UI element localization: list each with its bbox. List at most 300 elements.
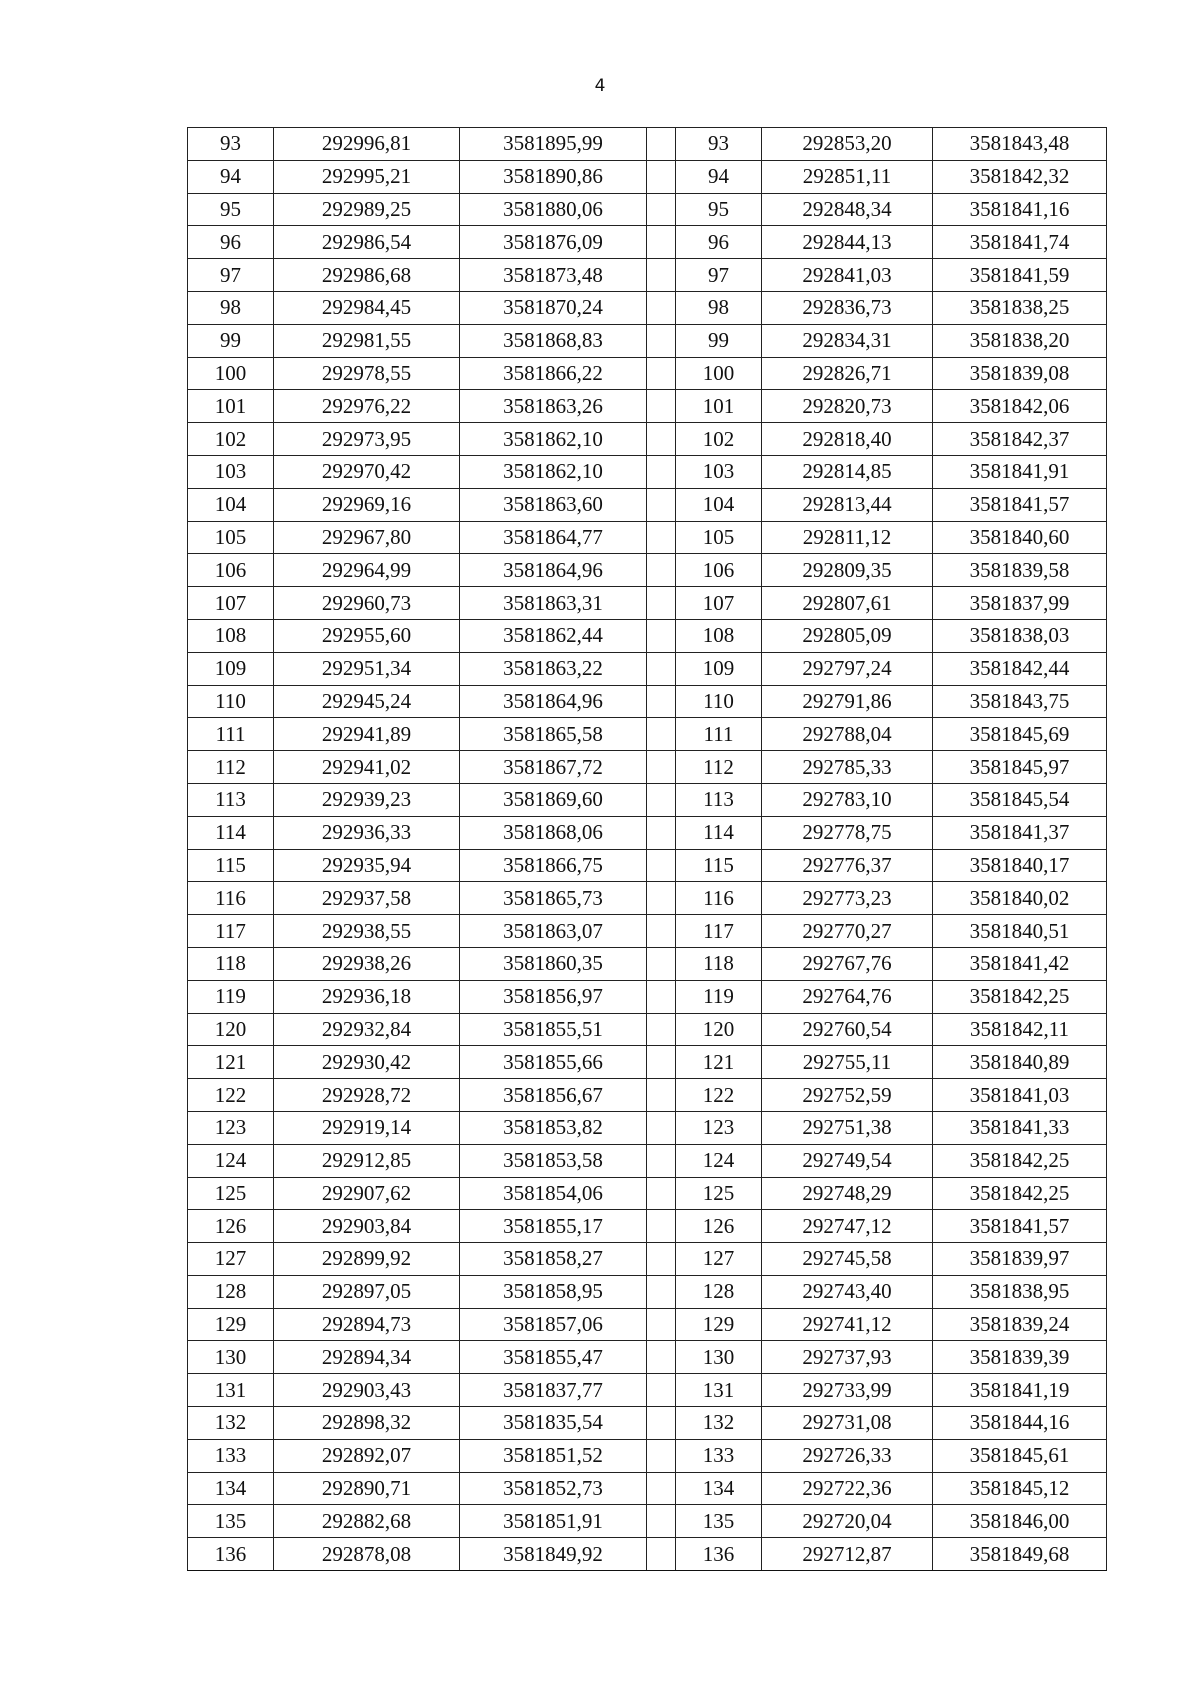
column-separator — [647, 1275, 676, 1308]
column-separator — [647, 652, 676, 685]
left-y-coordinate: 3581867,72 — [460, 751, 647, 784]
left-point-number: 102 — [188, 423, 274, 456]
left-point-number: 130 — [188, 1341, 274, 1374]
right-y-coordinate: 3581842,25 — [933, 1177, 1107, 1210]
right-x-coordinate: 292783,10 — [762, 783, 933, 816]
column-separator — [647, 783, 676, 816]
left-x-coordinate: 292967,80 — [274, 521, 460, 554]
column-separator — [647, 226, 676, 259]
left-point-number: 108 — [188, 619, 274, 652]
right-point-number: 132 — [676, 1407, 762, 1440]
table-row — [188, 1538, 1107, 1571]
left-point-number: 106 — [188, 554, 274, 587]
left-y-coordinate: 3581895,99 — [460, 128, 647, 161]
left-x-coordinate: 292995,21 — [274, 160, 460, 193]
left-point-number: 115 — [188, 849, 274, 882]
right-x-coordinate: 292755,11 — [762, 1046, 933, 1079]
right-x-coordinate: 292722,36 — [762, 1472, 933, 1505]
left-y-coordinate: 3581855,66 — [460, 1046, 647, 1079]
table-row — [188, 1144, 1107, 1177]
right-x-coordinate: 292814,85 — [762, 455, 933, 488]
right-y-coordinate: 3581842,11 — [933, 1013, 1107, 1046]
left-y-coordinate: 3581855,51 — [460, 1013, 647, 1046]
right-y-coordinate: 3581845,61 — [933, 1439, 1107, 1472]
right-point-number: 121 — [676, 1046, 762, 1079]
right-y-coordinate: 3581844,16 — [933, 1407, 1107, 1440]
right-y-coordinate: 3581841,57 — [933, 1210, 1107, 1243]
table-row — [188, 816, 1107, 849]
right-y-coordinate: 3581838,20 — [933, 324, 1107, 357]
right-x-coordinate: 292748,29 — [762, 1177, 933, 1210]
left-point-number: 126 — [188, 1210, 274, 1243]
column-separator — [647, 1013, 676, 1046]
left-y-coordinate: 3581865,73 — [460, 882, 647, 915]
left-point-number: 103 — [188, 455, 274, 488]
right-point-number: 122 — [676, 1079, 762, 1112]
right-y-coordinate: 3581845,69 — [933, 718, 1107, 751]
left-x-coordinate: 292970,42 — [274, 455, 460, 488]
right-x-coordinate: 292791,86 — [762, 685, 933, 718]
table-row — [188, 226, 1107, 259]
table-row — [188, 160, 1107, 193]
column-separator — [647, 1407, 676, 1440]
right-point-number: 112 — [676, 751, 762, 784]
left-x-coordinate: 292903,84 — [274, 1210, 460, 1243]
right-point-number: 128 — [676, 1275, 762, 1308]
column-separator — [647, 259, 676, 292]
right-x-coordinate: 292805,09 — [762, 619, 933, 652]
left-point-number: 105 — [188, 521, 274, 554]
right-x-coordinate: 292788,04 — [762, 718, 933, 751]
left-point-number: 136 — [188, 1538, 274, 1571]
left-point-number: 95 — [188, 193, 274, 226]
column-separator — [647, 357, 676, 390]
left-x-coordinate: 292969,16 — [274, 488, 460, 521]
column-separator — [647, 1505, 676, 1538]
left-y-coordinate: 3581868,83 — [460, 324, 647, 357]
left-x-coordinate: 292899,92 — [274, 1243, 460, 1276]
right-point-number: 125 — [676, 1177, 762, 1210]
table-row — [188, 1013, 1107, 1046]
left-x-coordinate: 292996,81 — [274, 128, 460, 161]
left-point-number: 132 — [188, 1407, 274, 1440]
right-point-number: 109 — [676, 652, 762, 685]
table-row — [188, 1439, 1107, 1472]
right-x-coordinate: 292851,11 — [762, 160, 933, 193]
left-point-number: 101 — [188, 390, 274, 423]
right-y-coordinate: 3581849,68 — [933, 1538, 1107, 1571]
right-y-coordinate: 3581839,39 — [933, 1341, 1107, 1374]
left-y-coordinate: 3581866,22 — [460, 357, 647, 390]
left-y-coordinate: 3581863,60 — [460, 488, 647, 521]
right-point-number: 115 — [676, 849, 762, 882]
column-separator — [647, 160, 676, 193]
table-row — [188, 1341, 1107, 1374]
table-row — [188, 1374, 1107, 1407]
left-point-number: 129 — [188, 1308, 274, 1341]
left-x-coordinate: 292941,89 — [274, 718, 460, 751]
left-x-coordinate: 292882,68 — [274, 1505, 460, 1538]
column-separator — [647, 619, 676, 652]
table-row — [188, 521, 1107, 554]
left-point-number: 123 — [188, 1111, 274, 1144]
right-y-coordinate: 3581839,08 — [933, 357, 1107, 390]
column-separator — [647, 816, 676, 849]
column-separator — [647, 1210, 676, 1243]
left-x-coordinate: 292945,24 — [274, 685, 460, 718]
right-y-coordinate: 3581845,54 — [933, 783, 1107, 816]
right-point-number: 135 — [676, 1505, 762, 1538]
left-x-coordinate: 292907,62 — [274, 1177, 460, 1210]
right-x-coordinate: 292749,54 — [762, 1144, 933, 1177]
right-x-coordinate: 292797,24 — [762, 652, 933, 685]
left-x-coordinate: 292938,55 — [274, 915, 460, 948]
left-y-coordinate: 3581873,48 — [460, 259, 647, 292]
left-x-coordinate: 292973,95 — [274, 423, 460, 456]
right-point-number: 136 — [676, 1538, 762, 1571]
right-point-number: 124 — [676, 1144, 762, 1177]
right-x-coordinate: 292731,08 — [762, 1407, 933, 1440]
column-separator — [647, 324, 676, 357]
table-row — [188, 1505, 1107, 1538]
left-x-coordinate: 292935,94 — [274, 849, 460, 882]
table-row — [188, 128, 1107, 161]
right-y-coordinate: 3581842,37 — [933, 423, 1107, 456]
left-y-coordinate: 3581864,96 — [460, 685, 647, 718]
left-y-coordinate: 3581853,82 — [460, 1111, 647, 1144]
left-y-coordinate: 3581863,07 — [460, 915, 647, 948]
column-separator — [647, 718, 676, 751]
column-separator — [647, 390, 676, 423]
left-point-number: 111 — [188, 718, 274, 751]
table-row — [188, 1177, 1107, 1210]
column-separator — [647, 587, 676, 620]
left-point-number: 107 — [188, 587, 274, 620]
left-x-coordinate: 292989,25 — [274, 193, 460, 226]
left-y-coordinate: 3581880,06 — [460, 193, 647, 226]
right-point-number: 106 — [676, 554, 762, 587]
left-y-coordinate: 3581860,35 — [460, 947, 647, 980]
right-point-number: 133 — [676, 1439, 762, 1472]
right-y-coordinate: 3581840,51 — [933, 915, 1107, 948]
left-x-coordinate: 292938,26 — [274, 947, 460, 980]
right-point-number: 120 — [676, 1013, 762, 1046]
table-row — [188, 1243, 1107, 1276]
table-row — [188, 423, 1107, 456]
left-x-coordinate: 292981,55 — [274, 324, 460, 357]
right-x-coordinate: 292764,76 — [762, 980, 933, 1013]
table-row — [188, 291, 1107, 324]
right-y-coordinate: 3581839,24 — [933, 1308, 1107, 1341]
right-y-coordinate: 3581845,12 — [933, 1472, 1107, 1505]
right-y-coordinate: 3581841,42 — [933, 947, 1107, 980]
left-x-coordinate: 292986,54 — [274, 226, 460, 259]
right-point-number: 99 — [676, 324, 762, 357]
right-point-number: 110 — [676, 685, 762, 718]
left-x-coordinate: 292951,34 — [274, 652, 460, 685]
right-point-number: 131 — [676, 1374, 762, 1407]
left-x-coordinate: 292932,84 — [274, 1013, 460, 1046]
left-y-coordinate: 3581865,58 — [460, 718, 647, 751]
right-x-coordinate: 292848,34 — [762, 193, 933, 226]
column-separator — [647, 849, 676, 882]
right-x-coordinate: 292853,20 — [762, 128, 933, 161]
left-y-coordinate: 3581835,54 — [460, 1407, 647, 1440]
right-y-coordinate: 3581841,59 — [933, 259, 1107, 292]
left-x-coordinate: 292986,68 — [274, 259, 460, 292]
left-point-number: 113 — [188, 783, 274, 816]
left-x-coordinate: 292978,55 — [274, 357, 460, 390]
right-y-coordinate: 3581843,75 — [933, 685, 1107, 718]
left-y-coordinate: 3581851,52 — [460, 1439, 647, 1472]
column-separator — [647, 1111, 676, 1144]
left-y-coordinate: 3581863,31 — [460, 587, 647, 620]
right-x-coordinate: 292785,33 — [762, 751, 933, 784]
right-y-coordinate: 3581841,03 — [933, 1079, 1107, 1112]
left-y-coordinate: 3581856,67 — [460, 1079, 647, 1112]
column-separator — [647, 1243, 676, 1276]
column-separator — [647, 882, 676, 915]
column-separator — [647, 1439, 676, 1472]
left-y-coordinate: 3581864,77 — [460, 521, 647, 554]
left-point-number: 116 — [188, 882, 274, 915]
column-separator — [647, 423, 676, 456]
left-point-number: 119 — [188, 980, 274, 1013]
right-point-number: 123 — [676, 1111, 762, 1144]
right-x-coordinate: 292820,73 — [762, 390, 933, 423]
right-point-number: 134 — [676, 1472, 762, 1505]
left-y-coordinate: 3581855,47 — [460, 1341, 647, 1374]
right-y-coordinate: 3581840,60 — [933, 521, 1107, 554]
left-point-number: 125 — [188, 1177, 274, 1210]
left-y-coordinate: 3581862,10 — [460, 455, 647, 488]
left-point-number: 131 — [188, 1374, 274, 1407]
right-y-coordinate: 3581841,19 — [933, 1374, 1107, 1407]
table-row — [188, 1472, 1107, 1505]
column-separator — [647, 947, 676, 980]
left-point-number: 128 — [188, 1275, 274, 1308]
table-row — [188, 1111, 1107, 1144]
right-point-number: 101 — [676, 390, 762, 423]
left-point-number: 114 — [188, 816, 274, 849]
left-point-number: 118 — [188, 947, 274, 980]
right-y-coordinate: 3581840,89 — [933, 1046, 1107, 1079]
column-separator — [647, 455, 676, 488]
right-x-coordinate: 292737,93 — [762, 1341, 933, 1374]
table-row — [188, 390, 1107, 423]
table-row — [188, 193, 1107, 226]
right-point-number: 117 — [676, 915, 762, 948]
table-row — [188, 357, 1107, 390]
left-point-number: 96 — [188, 226, 274, 259]
right-point-number: 104 — [676, 488, 762, 521]
left-point-number: 117 — [188, 915, 274, 948]
right-point-number: 94 — [676, 160, 762, 193]
right-x-coordinate: 292720,04 — [762, 1505, 933, 1538]
right-y-coordinate: 3581840,02 — [933, 882, 1107, 915]
right-x-coordinate: 292733,99 — [762, 1374, 933, 1407]
right-x-coordinate: 292712,87 — [762, 1538, 933, 1571]
right-point-number: 126 — [676, 1210, 762, 1243]
right-y-coordinate: 3581838,95 — [933, 1275, 1107, 1308]
right-point-number: 107 — [676, 587, 762, 620]
left-point-number: 112 — [188, 751, 274, 784]
left-x-coordinate: 292890,71 — [274, 1472, 460, 1505]
column-separator — [647, 1538, 676, 1571]
left-point-number: 93 — [188, 128, 274, 161]
right-x-coordinate: 292726,33 — [762, 1439, 933, 1472]
left-point-number: 100 — [188, 357, 274, 390]
column-separator — [647, 1472, 676, 1505]
table-row — [188, 1275, 1107, 1308]
left-point-number: 104 — [188, 488, 274, 521]
right-y-coordinate: 3581837,99 — [933, 587, 1107, 620]
left-y-coordinate: 3581851,91 — [460, 1505, 647, 1538]
right-x-coordinate: 292813,44 — [762, 488, 933, 521]
left-y-coordinate: 3581864,96 — [460, 554, 647, 587]
left-point-number: 121 — [188, 1046, 274, 1079]
coordinates-table — [187, 127, 1107, 1571]
left-y-coordinate: 3581876,09 — [460, 226, 647, 259]
right-y-coordinate: 3581842,32 — [933, 160, 1107, 193]
right-point-number: 105 — [676, 521, 762, 554]
column-separator — [647, 291, 676, 324]
left-y-coordinate: 3581852,73 — [460, 1472, 647, 1505]
column-separator — [647, 915, 676, 948]
table-row — [188, 1407, 1107, 1440]
table-row — [188, 980, 1107, 1013]
right-x-coordinate: 292776,37 — [762, 849, 933, 882]
left-point-number: 127 — [188, 1243, 274, 1276]
left-y-coordinate: 3581849,92 — [460, 1538, 647, 1571]
left-y-coordinate: 3581853,58 — [460, 1144, 647, 1177]
left-y-coordinate: 3581837,77 — [460, 1374, 647, 1407]
right-x-coordinate: 292811,12 — [762, 521, 933, 554]
right-x-coordinate: 292841,03 — [762, 259, 933, 292]
right-point-number: 95 — [676, 193, 762, 226]
page-number: 4 — [594, 76, 606, 96]
left-point-number: 99 — [188, 324, 274, 357]
column-separator — [647, 193, 676, 226]
right-x-coordinate: 292770,27 — [762, 915, 933, 948]
left-x-coordinate: 292919,14 — [274, 1111, 460, 1144]
left-point-number: 94 — [188, 160, 274, 193]
right-y-coordinate: 3581838,25 — [933, 291, 1107, 324]
column-separator — [647, 685, 676, 718]
right-point-number: 96 — [676, 226, 762, 259]
column-separator — [647, 1079, 676, 1112]
left-y-coordinate: 3581854,06 — [460, 1177, 647, 1210]
left-y-coordinate: 3581869,60 — [460, 783, 647, 816]
column-separator — [647, 128, 676, 161]
table-row — [188, 619, 1107, 652]
right-y-coordinate: 3581838,03 — [933, 619, 1107, 652]
left-x-coordinate: 292937,58 — [274, 882, 460, 915]
left-x-coordinate: 292912,85 — [274, 1144, 460, 1177]
left-x-coordinate: 292928,72 — [274, 1079, 460, 1112]
right-point-number: 100 — [676, 357, 762, 390]
right-y-coordinate: 3581842,06 — [933, 390, 1107, 423]
left-x-coordinate: 292984,45 — [274, 291, 460, 324]
column-separator — [647, 554, 676, 587]
right-y-coordinate: 3581840,17 — [933, 849, 1107, 882]
left-y-coordinate: 3581858,95 — [460, 1275, 647, 1308]
left-point-number: 97 — [188, 259, 274, 292]
column-separator — [647, 1341, 676, 1374]
right-y-coordinate: 3581842,25 — [933, 1144, 1107, 1177]
right-y-coordinate: 3581843,48 — [933, 128, 1107, 161]
table-row — [188, 259, 1107, 292]
left-x-coordinate: 292960,73 — [274, 587, 460, 620]
table-row — [188, 751, 1107, 784]
right-point-number: 102 — [676, 423, 762, 456]
table-row — [188, 1210, 1107, 1243]
right-x-coordinate: 292836,73 — [762, 291, 933, 324]
left-y-coordinate: 3581868,06 — [460, 816, 647, 849]
table-row — [188, 1046, 1107, 1079]
right-point-number: 118 — [676, 947, 762, 980]
column-separator — [647, 1374, 676, 1407]
left-x-coordinate: 292897,05 — [274, 1275, 460, 1308]
left-point-number: 124 — [188, 1144, 274, 1177]
right-x-coordinate: 292809,35 — [762, 554, 933, 587]
right-point-number: 129 — [676, 1308, 762, 1341]
left-point-number: 109 — [188, 652, 274, 685]
right-y-coordinate: 3581841,33 — [933, 1111, 1107, 1144]
table-row — [188, 718, 1107, 751]
table-row — [188, 652, 1107, 685]
right-y-coordinate: 3581841,16 — [933, 193, 1107, 226]
table-row — [188, 685, 1107, 718]
column-separator — [647, 1308, 676, 1341]
left-point-number: 134 — [188, 1472, 274, 1505]
right-y-coordinate: 3581841,57 — [933, 488, 1107, 521]
right-point-number: 114 — [676, 816, 762, 849]
left-y-coordinate: 3581890,86 — [460, 160, 647, 193]
table-row — [188, 1308, 1107, 1341]
left-y-coordinate: 3581856,97 — [460, 980, 647, 1013]
left-x-coordinate: 292936,18 — [274, 980, 460, 1013]
column-separator — [647, 1144, 676, 1177]
right-x-coordinate: 292767,76 — [762, 947, 933, 980]
left-x-coordinate: 292941,02 — [274, 751, 460, 784]
table-row — [188, 1079, 1107, 1112]
left-y-coordinate: 3581863,26 — [460, 390, 647, 423]
column-separator — [647, 488, 676, 521]
column-separator — [647, 1177, 676, 1210]
table-row — [188, 947, 1107, 980]
right-x-coordinate: 292752,59 — [762, 1079, 933, 1112]
right-y-coordinate: 3581842,25 — [933, 980, 1107, 1013]
left-y-coordinate: 3581866,75 — [460, 849, 647, 882]
left-x-coordinate: 292903,43 — [274, 1374, 460, 1407]
left-point-number: 133 — [188, 1439, 274, 1472]
right-x-coordinate: 292834,31 — [762, 324, 933, 357]
table-row — [188, 554, 1107, 587]
left-x-coordinate: 292976,22 — [274, 390, 460, 423]
right-y-coordinate: 3581842,44 — [933, 652, 1107, 685]
right-y-coordinate: 3581839,58 — [933, 554, 1107, 587]
left-point-number: 122 — [188, 1079, 274, 1112]
right-point-number: 127 — [676, 1243, 762, 1276]
right-y-coordinate: 3581841,74 — [933, 226, 1107, 259]
right-point-number: 116 — [676, 882, 762, 915]
table-row — [188, 455, 1107, 488]
right-y-coordinate: 3581841,91 — [933, 455, 1107, 488]
left-x-coordinate: 292964,99 — [274, 554, 460, 587]
left-y-coordinate: 3581855,17 — [460, 1210, 647, 1243]
right-x-coordinate: 292743,40 — [762, 1275, 933, 1308]
